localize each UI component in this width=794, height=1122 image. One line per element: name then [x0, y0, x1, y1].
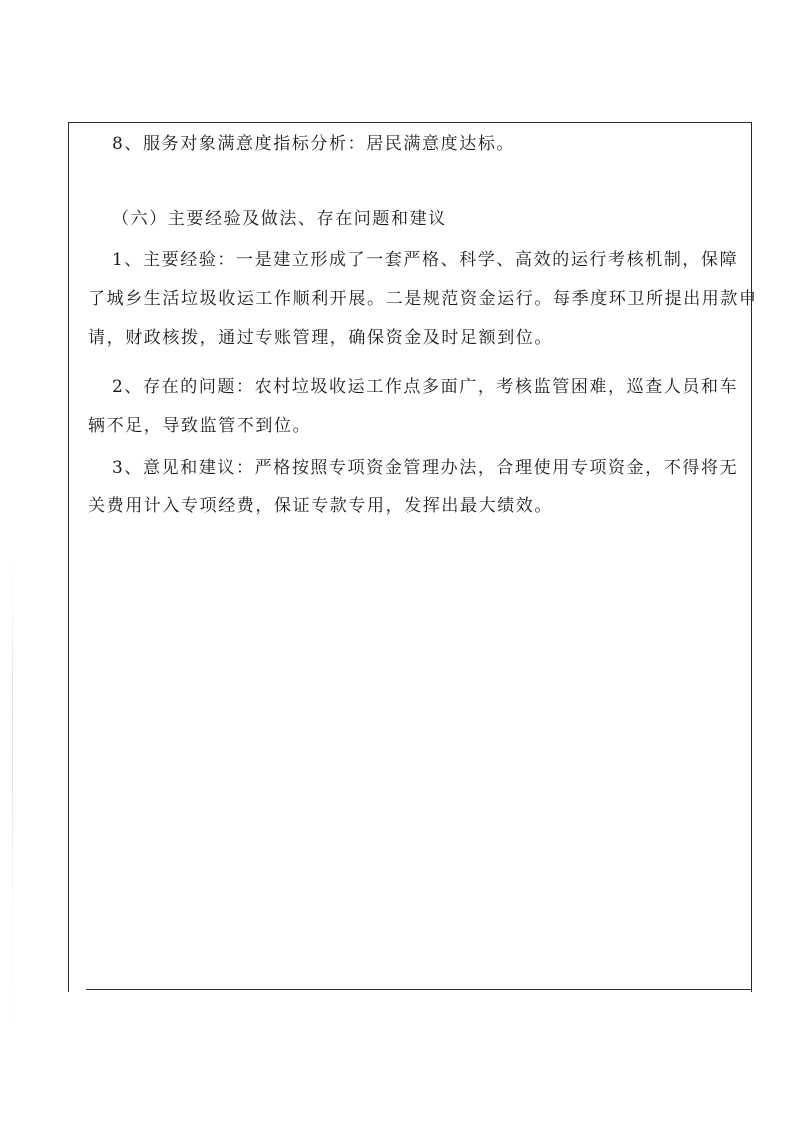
- paragraph-line: 3、意见和建议：严格按照专项资金管理办法，合理使用专项资金，不得将无: [112, 458, 739, 478]
- paragraph-line: 1、主要经验：一是建立形成了一套严格、科学、高效的运行考核机制，保障: [112, 250, 739, 270]
- paragraph-line: 请，财政核拨，通过专账管理，确保资金及时足额到位。: [88, 328, 553, 348]
- section-heading: （六）主要经验及做法、存在问题和建议: [112, 209, 447, 229]
- scan-edge-shadow: [12, 560, 13, 1030]
- table-frame-bottom-border: [86, 989, 752, 990]
- item-8-satisfaction: 8、服务对象满意度指标分析：居民满意度达标。: [112, 134, 516, 154]
- paragraph-line: 2、存在的问题：农村垃圾收运工作点多面广，考核监管困难，巡查人员和车: [112, 377, 739, 397]
- paragraph-line: 辆不足，导致监管不到位。: [88, 416, 312, 436]
- paragraph-line: 了城乡生活垃圾收运工作顺利开展。二是规范资金运行。每季度环卫所提出用款申: [88, 289, 758, 309]
- paragraph-line: 关费用计入专项经费，保证专款专用，发挥出最大绩效。: [88, 496, 553, 516]
